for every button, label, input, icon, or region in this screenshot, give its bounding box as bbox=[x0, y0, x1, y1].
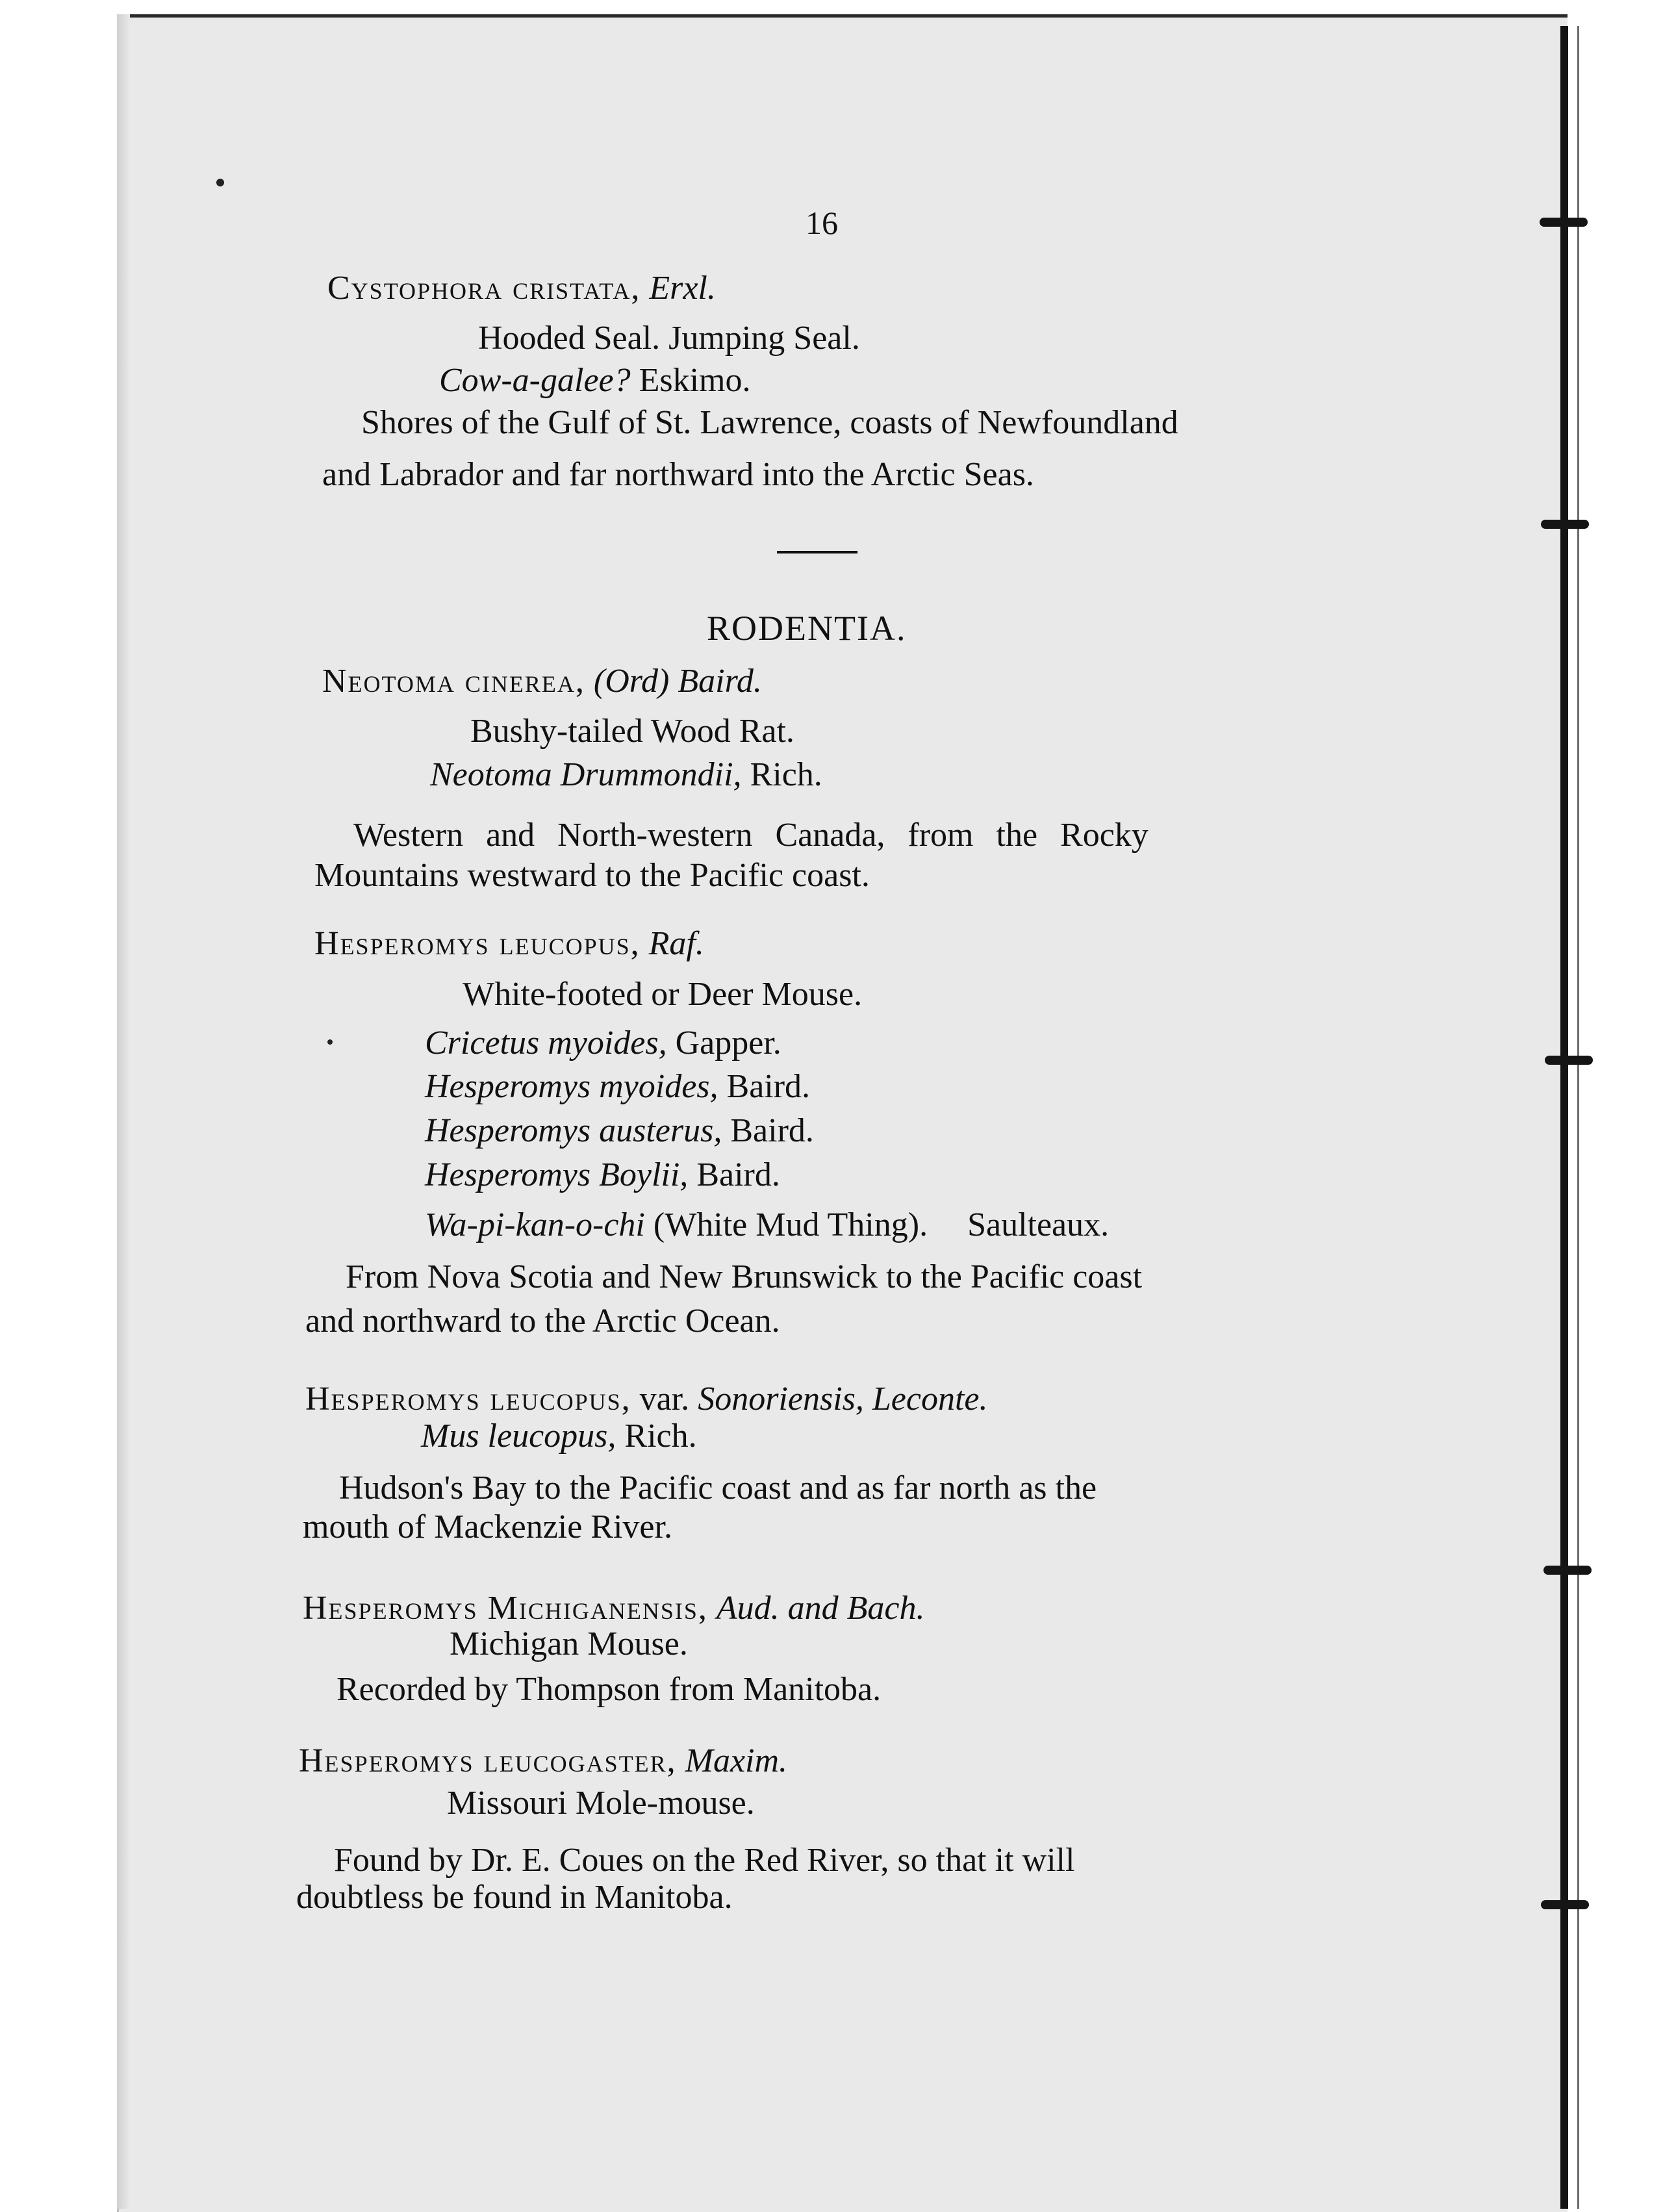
binding-stitch bbox=[1543, 1566, 1592, 1575]
synonym-name: Neotoma Drummondii, bbox=[430, 756, 742, 793]
entry-heading bbox=[314, 927, 704, 961]
section-heading: RODENTIA. bbox=[707, 609, 907, 648]
native-name: Wa-pi-kan-o-chi bbox=[425, 1206, 645, 1243]
entry-heading bbox=[322, 665, 762, 698]
range-line: and Labrador and far northward into the Arctic Seas. bbox=[322, 456, 1034, 493]
binding-thread bbox=[1577, 26, 1579, 2209]
range-line: Found by Dr. E. Coues on the Red River, so that it will bbox=[334, 1842, 1075, 1879]
scientific-name: Neotoma cinerea, bbox=[322, 663, 585, 700]
page-edge-shadow bbox=[117, 14, 130, 2209]
common-name: White-footed or Deer Mouse. bbox=[463, 976, 863, 1013]
section-rule bbox=[777, 551, 857, 553]
synonym-authority: Rich. bbox=[624, 1417, 697, 1455]
binding-stitch bbox=[1541, 1900, 1589, 1909]
range-line: mouth of Mackenzie River. bbox=[303, 1508, 672, 1545]
scientific-name: Hesperomys leucopus, bbox=[314, 925, 641, 962]
authority: Leconte. bbox=[872, 1380, 988, 1417]
ink-speck bbox=[327, 1039, 333, 1045]
native-gloss: (White Mud Thing). bbox=[653, 1206, 928, 1243]
authority: Raf. bbox=[648, 925, 704, 962]
synonym-authority: Rich. bbox=[750, 756, 822, 793]
range-line: From Nova Scotia and New Brunswick to the Pacific coast bbox=[346, 1258, 1143, 1295]
synonym-name: Cricetus myoides, bbox=[425, 1024, 667, 1062]
page-number: 16 bbox=[806, 205, 838, 241]
authority: Erxl. bbox=[649, 270, 716, 307]
entry-heading bbox=[299, 1744, 787, 1778]
binding-edge bbox=[1560, 26, 1568, 2209]
synonym-line bbox=[425, 1158, 780, 1192]
range-line: Recorded by Thompson from Manitoba. bbox=[336, 1671, 882, 1708]
scientific-name: Hesperomys leucopus, bbox=[305, 1380, 631, 1417]
range-line: doubtless be found in Manitoba. bbox=[296, 1879, 733, 1916]
native-language: Eskimo. bbox=[639, 362, 751, 399]
synonym-name: Hesperomys austerus, bbox=[425, 1112, 722, 1149]
native-language: Saulteaux. bbox=[967, 1206, 1110, 1243]
authority: Aud. and Bach. bbox=[716, 1590, 925, 1627]
native-name: Cow-a-galee? bbox=[439, 362, 631, 399]
synonym-line bbox=[430, 758, 822, 792]
native-name-line bbox=[439, 364, 751, 398]
binding-stitch bbox=[1545, 1056, 1593, 1065]
binding-stitch bbox=[1541, 520, 1589, 529]
range-line: Hudson's Bay to the Pacific coast and as far north as the bbox=[339, 1469, 1097, 1506]
common-name: Michigan Mouse. bbox=[450, 1625, 688, 1662]
range-line: Western and North-western Canada, from the Rocky bbox=[353, 817, 1149, 854]
entry-heading bbox=[327, 272, 716, 305]
synonym-authority: Baird. bbox=[726, 1068, 811, 1105]
common-name: Bushy-tailed Wood Rat. bbox=[470, 713, 794, 750]
synonym-name: Hesperomys myoides, bbox=[425, 1068, 718, 1105]
scientific-name: Hesperomys leucogaster, bbox=[299, 1742, 677, 1779]
scientific-name: Cystophora cristata, bbox=[327, 270, 641, 307]
synonym-authority: Baird. bbox=[730, 1112, 814, 1149]
entry-heading bbox=[305, 1382, 987, 1416]
range-line: Shores of the Gulf of St. Lawrence, coasts of Newfoundland bbox=[361, 404, 1178, 441]
synonym-line bbox=[425, 1026, 781, 1060]
authority: (Ord) Baird. bbox=[593, 663, 762, 700]
synonym-name: Mus leucopus, bbox=[421, 1417, 616, 1455]
synonym-authority: Gapper. bbox=[675, 1024, 781, 1062]
synonym-line bbox=[425, 1070, 810, 1104]
entry-heading bbox=[303, 1592, 924, 1625]
authority: Maxim. bbox=[685, 1742, 788, 1779]
ink-speck bbox=[216, 179, 224, 186]
common-name: Missouri Mole-mouse. bbox=[447, 1785, 755, 1822]
synonym-name: Hesperomys Boylii, bbox=[425, 1156, 689, 1193]
common-name: Hooded Seal. Jumping Seal. bbox=[478, 320, 860, 357]
variety-name: Sonoriensis, bbox=[698, 1380, 864, 1417]
range-line: and northward to the Arctic Ocean. bbox=[305, 1303, 780, 1340]
binding-stitch bbox=[1540, 218, 1588, 227]
synonym-line bbox=[425, 1114, 814, 1148]
synonym-line bbox=[421, 1419, 697, 1453]
variety-word: var. bbox=[639, 1380, 690, 1417]
synonym-authority: Baird. bbox=[696, 1156, 780, 1193]
range-line: Mountains westward to the Pacific coast. bbox=[314, 857, 870, 894]
scientific-name: Hesperomys Michiganensis, bbox=[303, 1590, 708, 1627]
native-name-line bbox=[425, 1208, 1109, 1242]
